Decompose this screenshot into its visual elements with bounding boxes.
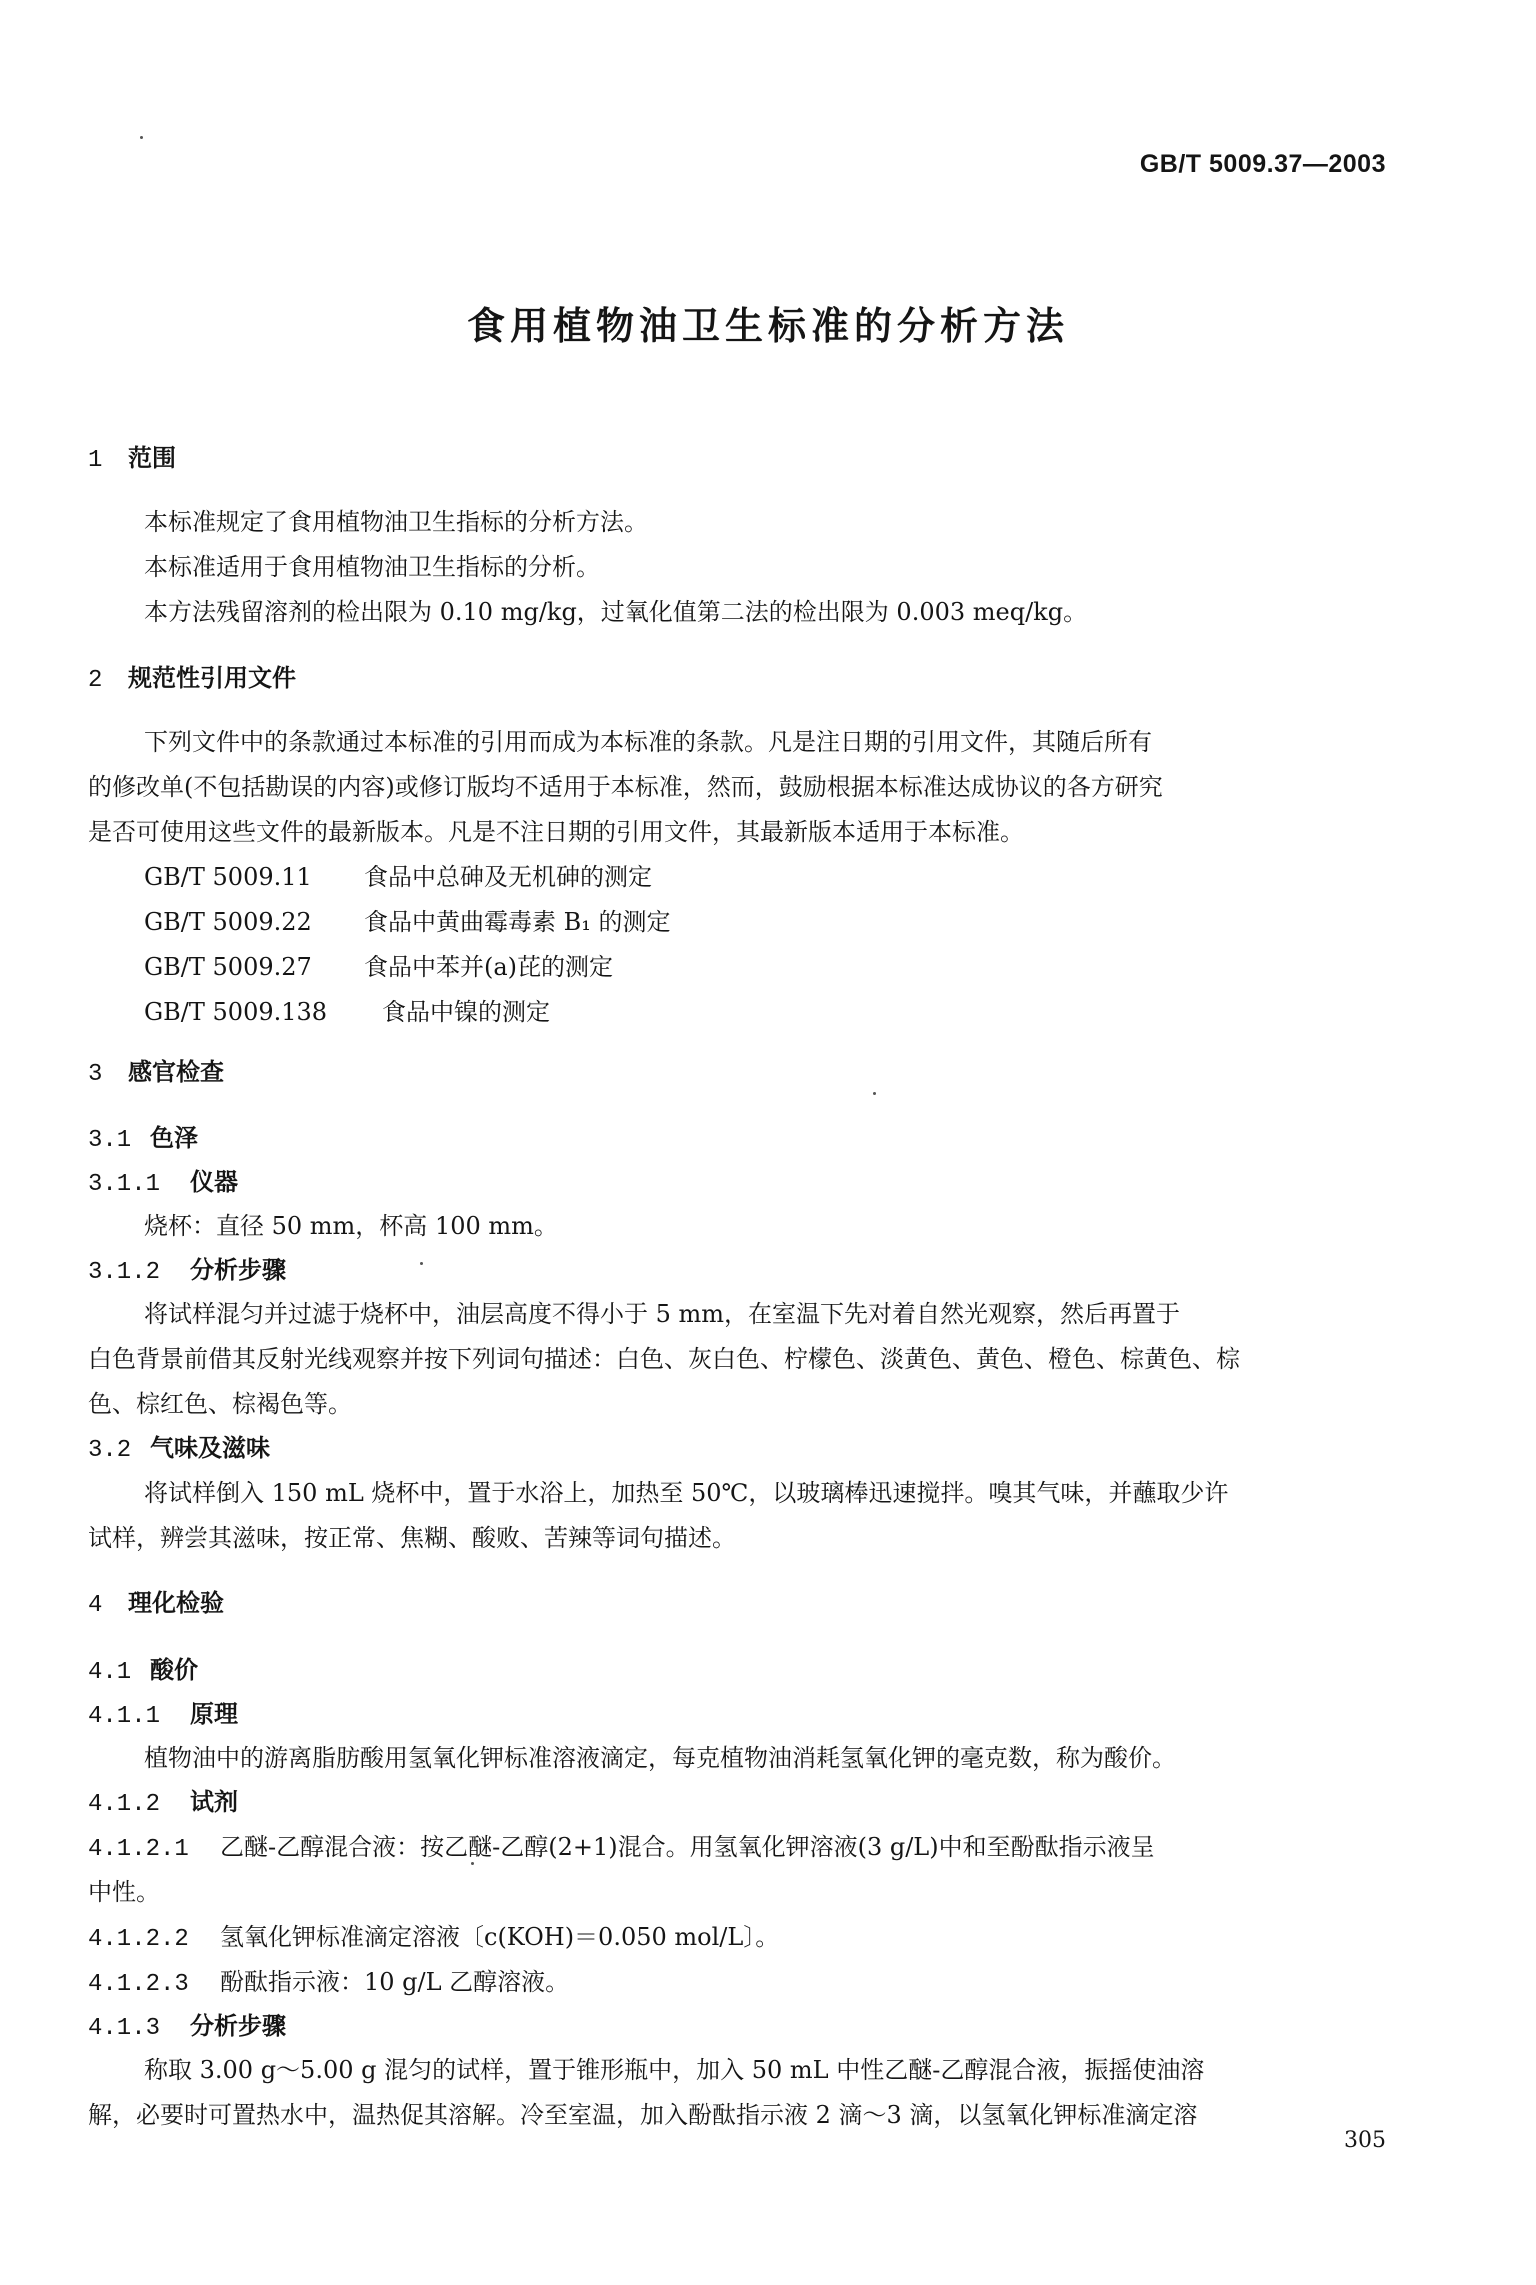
scan-speck (471, 1862, 474, 1865)
paragraph: 植物油中的游离脂肪酸用氢氧化钾标准溶液滴定，每克植物油消耗氢氧化钾的毫克数，称为酸价。 (144, 1744, 1176, 1772)
scan-speck (420, 1262, 423, 1265)
subsection-heading-3-1-1: 3.1.1 仪器 (88, 1168, 238, 1198)
subsection-heading-3-2: 3.2 气味及滋味 (88, 1434, 270, 1464)
subsection-heading-4-1-2: 4.1.2 试剂 (88, 1788, 238, 1818)
section-heading-3: 3 感官检查 (88, 1058, 224, 1088)
paragraph: 试样，辨尝其滋味，按正常、焦糊、酸败、苦辣等词句描述。 (88, 1524, 736, 1552)
reference-item: GB/T 5009.27 食品中苯并(a)芘的测定 (144, 953, 614, 981)
paragraph: 称取 3.00 g～5.00 g 混匀的试样，置于锥形瓶中，加入 50 mL 中性乙醚-乙醇混合液，振摇使油溶 (144, 2056, 1205, 2084)
paragraph: 下列文件中的条款通过本标准的引用而成为本标准的条款。凡是注日期的引用文件，其随后所有 (144, 728, 1152, 756)
clause-4-1-2-1: 4.1.2.1 乙醚-乙醇混合液：按乙醚-乙醇(2+1)混合。用氢氧化钾溶液(3 g/L)中和至酚酞指示液呈 (88, 1833, 1155, 1863)
section-heading-4: 4 理化检验 (88, 1589, 224, 1619)
page-number: 305 (1344, 2128, 1386, 2153)
paragraph: 色、棕红色、棕褐色等。 (88, 1390, 352, 1418)
subsection-heading-4-1-3: 4.1.3 分析步骤 (88, 2012, 286, 2042)
reference-item: GB/T 5009.22 食品中黄曲霉毒素 B₁ 的测定 (144, 908, 671, 936)
clause-4-1-2-2: 4.1.2.2 氢氧化钾标准滴定溶液〔c(KOH)＝0.050 mol/L〕。 (88, 1923, 780, 1953)
paragraph: 将试样混匀并过滤于烧杯中，油层高度不得小于 5 mm，在室温下先对着自然光观察，然后再置于 (144, 1300, 1181, 1328)
subsection-heading-4-1-1: 4.1.1 原理 (88, 1700, 238, 1730)
reference-item: GB/T 5009.138 食品中镍的测定 (144, 998, 550, 1026)
paragraph: 解，必要时可置热水中，温热促其溶解。冷至室温，加入酚酞指示液 2 滴～3 滴，以氢氧化钾标准滴定溶 (88, 2101, 1198, 2129)
document-title: 食用植物油卫生标准的分析方法 (466, 304, 1069, 348)
standard-number: GB/T 5009.37—2003 (1139, 150, 1386, 178)
reference-item: GB/T 5009.11 食品中总砷及无机砷的测定 (144, 863, 652, 891)
section-heading-1: 1 范围 (88, 444, 176, 474)
paragraph: 是否可使用这些文件的最新版本。凡是不注日期的引用文件，其最新版本适用于本标准。 (88, 818, 1024, 846)
scan-speck (140, 136, 143, 139)
paragraph: 中性。 (88, 1878, 160, 1906)
paragraph: 烧杯：直径 50 mm，杯高 100 mm。 (144, 1212, 558, 1240)
subsection-heading-3-1: 3.1 色泽 (88, 1124, 198, 1154)
clause-4-1-2-3: 4.1.2.3 酚酞指示液：10 g/L 乙醇溶液。 (88, 1968, 570, 1998)
subsection-heading-3-1-2: 3.1.2 分析步骤 (88, 1256, 286, 1286)
subsection-heading-4-1: 4.1 酸价 (88, 1656, 198, 1686)
section-heading-2: 2 规范性引用文件 (88, 664, 296, 694)
paragraph: 的修改单(不包括勘误的内容)或修订版均不适用于本标准，然而，鼓励根据本标准达成协议的各方研究 (88, 773, 1163, 801)
paragraph: 白色背景前借其反射光线观察并按下列词句描述：白色、灰白色、柠檬色、淡黄色、黄色、橙色、棕黄色、棕 (88, 1345, 1240, 1373)
paragraph: 本方法残留溶剂的检出限为 0.10 mg/kg，过氧化值第二法的检出限为 0.003 meq/kg。 (144, 598, 1088, 626)
paragraph: 将试样倒入 150 mL 烧杯中，置于水浴上，加热至 50℃，以玻璃棒迅速搅拌。嗅其气味，并蘸取少许 (144, 1479, 1229, 1507)
paragraph: 本标准规定了食用植物油卫生指标的分析方法。 (144, 508, 648, 536)
paragraph: 本标准适用于食用植物油卫生指标的分析。 (144, 553, 600, 581)
scan-speck (873, 1092, 876, 1095)
